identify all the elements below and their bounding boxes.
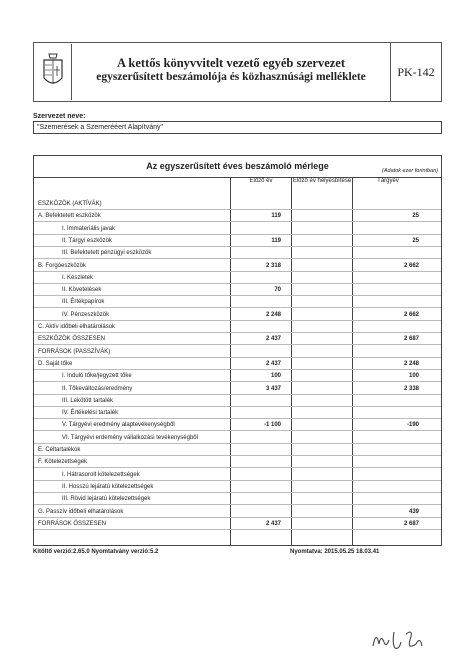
row-label: II. Hosszú lejáratú kötelezettségek: [62, 483, 154, 490]
table-row: [34, 493, 441, 505]
organization-label: Szervezet neve:: [33, 113, 86, 120]
table-row: [34, 395, 441, 407]
value-current-year: 2 248: [403, 360, 419, 367]
value-current-year: 2 338: [403, 385, 419, 392]
value-previous-year: 70: [274, 287, 281, 294]
table-row: [34, 358, 441, 370]
table-row: [34, 321, 441, 333]
table-row: [34, 444, 441, 456]
row-label: V. Tárgyévi eredmény alaptevékenységből: [62, 422, 175, 429]
column-header-current: Tárgyév: [377, 178, 399, 184]
value-previous-year: 2 437: [265, 336, 281, 343]
table-row: [34, 309, 441, 321]
row-label: IV. Értékelési tartalék: [62, 410, 119, 417]
form-code: PK-142: [397, 64, 435, 79]
organization-name-field: "Szemerések a Szemerééert Alapítvány": [33, 121, 442, 134]
row-label: I. Készletek: [62, 274, 94, 281]
table-row: [34, 247, 441, 259]
table-row: [34, 346, 441, 358]
table-row: [34, 407, 441, 419]
row-label: III. Befektetett pénzügyi eszközök: [62, 250, 152, 257]
row-label: II. Tőkeváltozás/eredmény: [62, 385, 133, 392]
value-current-year: 439: [408, 508, 419, 515]
table-row: [34, 432, 441, 444]
column-header-prev: Előző év: [249, 178, 273, 184]
row-label: I. Induló tőke/jegyzett tőke: [62, 373, 132, 380]
row-label: E. Céltartalékok: [38, 447, 81, 453]
coat-of-arms-icon: [35, 44, 72, 100]
value-previous-year: 3 437: [265, 385, 281, 392]
value-previous-year: 119: [271, 213, 281, 220]
row-label: II. Követelések: [62, 287, 102, 294]
row-label: C. Aktív időbeli elhatárolások: [38, 324, 116, 330]
table-row: [34, 506, 441, 518]
table-row: [34, 296, 441, 308]
table-row: [34, 456, 441, 468]
table-row: [34, 469, 441, 481]
row-label: VI. Tárgyévi erdemény vállalkozási tevékenységből: [62, 434, 198, 441]
row-label: D. Saját tőke: [38, 360, 73, 367]
table-row: [34, 260, 441, 272]
value-current-year: 2 662: [403, 262, 419, 269]
row-label: F. Kötelezettségek: [38, 459, 88, 466]
row-label: ESZKÖZÖK (AKTÍVÁK): [38, 201, 102, 207]
balance-title: [34, 156, 441, 178]
row-label: G. Passzív időbeli elhatárolások: [38, 508, 124, 515]
row-label: IV. Pénzeszközök: [62, 311, 110, 318]
table-row: [34, 284, 441, 296]
row-label: B. Forgóeszközök: [38, 262, 87, 269]
row-label: I. Hátrasorolt kötelezettségek: [62, 471, 140, 478]
row-label: III. Értékpapírok: [62, 299, 105, 306]
table-row: [34, 370, 441, 382]
table-row: [34, 198, 441, 210]
table-row: [34, 272, 441, 284]
table-row: [34, 383, 441, 395]
form-title-line2: egyszerűsített beszámolója és közhasznúsági melléklete: [96, 71, 366, 83]
value-previous-year: 119: [271, 237, 281, 244]
form-header: [33, 42, 442, 102]
column-header-correction: Előző év helyesbítése: [292, 178, 352, 184]
value-previous-year: 2 437: [265, 360, 281, 367]
row-label: III. Lekötött tartalék: [62, 397, 114, 404]
form-title: [72, 43, 391, 101]
footer-version: Kitöltő verzió:2.65.0 Nyomtatvány verzió:5.2: [33, 549, 159, 555]
row-label: ESZKÖZÖK ÖSSZESEN: [38, 336, 106, 343]
form-title-line1: A kettős könyvvitelt vezető egyéb szervezet: [116, 56, 346, 70]
row-label: II. Tárgyi eszközök: [62, 237, 112, 244]
value-current-year: 2 662: [403, 311, 419, 318]
row-label: FORRÁSOK ÖSSZESEN: [38, 520, 107, 527]
value-current-year: 2 687: [403, 520, 419, 527]
value-previous-year: -1 100: [263, 422, 281, 429]
table-row: [34, 235, 441, 247]
unit-note: (Adatok ezer forintban): [382, 168, 438, 174]
table-row: [34, 210, 441, 222]
value-current-year: 25: [412, 213, 419, 220]
value-current-year: 2 687: [403, 336, 419, 343]
balance-title-text: Az egyszerűsített éves beszámoló mérlege: [146, 161, 329, 171]
handwritten-signature: [370, 624, 425, 654]
value-previous-year: 100: [270, 373, 281, 380]
footer-printed: Nyomtatva: 2015.05.25 18.03.41: [290, 549, 380, 555]
value-current-year: -190: [406, 422, 419, 429]
table-row: [34, 481, 441, 493]
value-previous-year: 2 437: [265, 520, 281, 527]
value-current-year: 100: [408, 373, 419, 380]
row-label: A. Befektetett eszközök: [38, 213, 101, 220]
row-label: I. Immateriális javak: [62, 225, 116, 232]
value-previous-year: 2 248: [265, 311, 281, 318]
row-label: III. Rövid lejáratú kötelezettségek: [62, 496, 151, 503]
table-row: [34, 518, 441, 530]
value-previous-year: 2 318: [265, 262, 281, 269]
value-current-year: 25: [412, 237, 419, 244]
table-row: [34, 223, 441, 235]
balance-sheet-table: [33, 155, 442, 546]
table-row: [34, 419, 441, 431]
table-row: [34, 333, 441, 345]
row-label: FORRÁSOK (PASSZÍVÁK): [38, 348, 111, 355]
